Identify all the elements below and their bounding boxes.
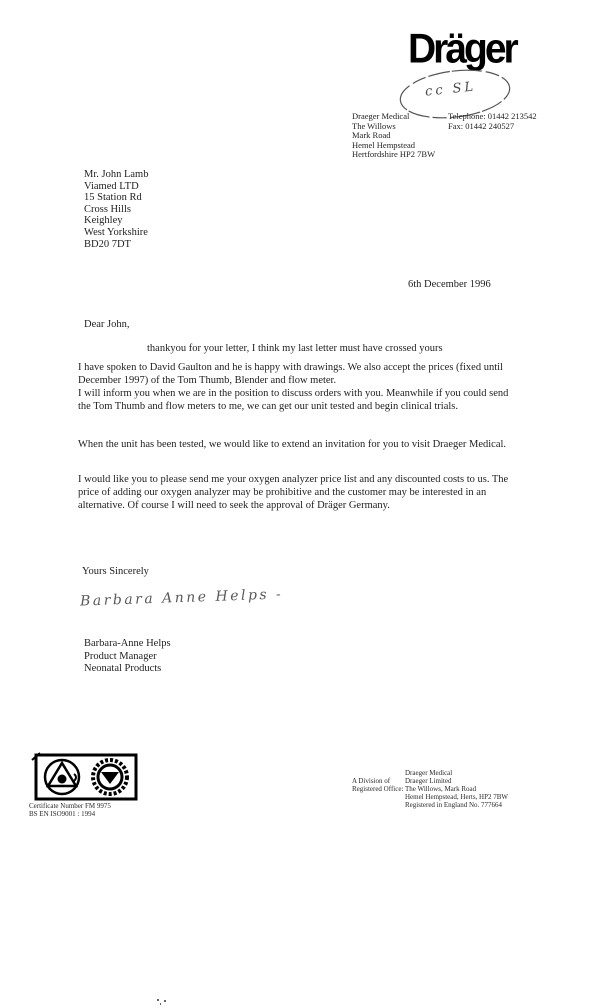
recipient-line: Mr. John Lamb — [84, 169, 149, 180]
scan-noise-dot — [157, 999, 159, 1001]
salutation: Dear John, — [84, 319, 130, 330]
drager-logo: Dräger — [408, 26, 516, 73]
recipient-line: Keighley — [84, 215, 123, 227]
certificate-number: Certificate Number FM 9975 — [29, 802, 111, 810]
paragraph-line: I would like you to please send me your oxygen analyzer price list and any discounted costs to us. The — [78, 474, 509, 485]
paragraph-2: When the unit has been tested, we would like to extend an invitation for you to visit Draeger Medical. — [78, 439, 507, 450]
telephone-line: Telephone: 01442 213542 — [448, 111, 537, 121]
sender-contact — [448, 112, 537, 131]
sender-address — [352, 112, 435, 160]
paragraph-line: I have spoken to David Gaulton and he is happy with drawings. We also accept the prices (fixed until — [78, 362, 503, 373]
paragraph-3 — [78, 473, 558, 512]
opening-line: thankyou for your letter, I think my last letter must have crossed yours — [147, 343, 443, 354]
certificate-text — [29, 802, 111, 818]
sender-line: The Willows — [352, 120, 396, 131]
signoff-title: Product Manager — [84, 650, 157, 662]
sender-line: Draeger Medical — [352, 111, 410, 121]
signoff-block — [84, 638, 171, 676]
recipient-line: Cross Hills — [84, 203, 131, 215]
footer-division-label: A Division of — [352, 777, 391, 785]
sender-line: Hemel Hempstead — [352, 139, 416, 150]
footer-registered-number: Registered in England No. 777664 — [405, 801, 503, 809]
paragraph-line: price of adding our oxygen analyzer may be prohibitive and the customer may be interested in an — [78, 487, 487, 498]
recipient-line: Viamed LTD — [84, 180, 139, 192]
paragraph-line: December 1997) of the Tom Thumb, Blender and flow meter. — [78, 375, 337, 386]
certification-logos-icon — [30, 752, 140, 802]
footer-company-name: Draeger Medical — [405, 769, 453, 777]
signoff-department: Neonatal Products — [84, 663, 162, 674]
footer-address-line: Hemel Hempstead, Herts, HP2 7BW — [405, 793, 509, 801]
footer-registered-office: Registered Office: The Willows, Mark Road — [352, 785, 477, 793]
paragraph-line: I will inform you when we are in the position to discuss orders with you. Meanwhile if you could send — [78, 388, 509, 399]
recipient-address — [84, 169, 148, 250]
certificate-standard: BS EN ISO9001 : 1994 — [29, 810, 96, 819]
footer-company-limited: Draeger Limited — [405, 777, 452, 785]
fax-line: Fax: 01442 240527 — [448, 120, 515, 131]
recipient-line: 15 Station Rd — [84, 192, 142, 204]
paragraph-line: alternative. Of course I will need to seek the approval of Dräger Germany. — [78, 500, 390, 511]
paragraph-1 — [78, 361, 558, 413]
sender-line: Hertfordshire HP2 7BW — [352, 149, 436, 160]
letter-date: 6th December 1996 — [408, 279, 491, 290]
signoff-name: Barbara-Anne Helps — [84, 638, 171, 649]
recipient-line: West Yorkshire — [84, 226, 148, 238]
scan-noise-dot — [160, 1003, 161, 1005]
closing-line: Yours Sincerely — [82, 566, 149, 577]
recipient-line: BD20 7DT — [84, 238, 131, 250]
scan-noise-dot — [164, 1000, 166, 1002]
sender-line: Mark Road — [352, 130, 391, 141]
handwritten-annotation: cc SL — [424, 79, 477, 100]
paragraph-line: the Tom Thumb and flow meters to me, we can get our unit tested and begin clinical trials. — [78, 401, 458, 412]
signature-script: Barbara Anne Helps - — [79, 586, 284, 610]
